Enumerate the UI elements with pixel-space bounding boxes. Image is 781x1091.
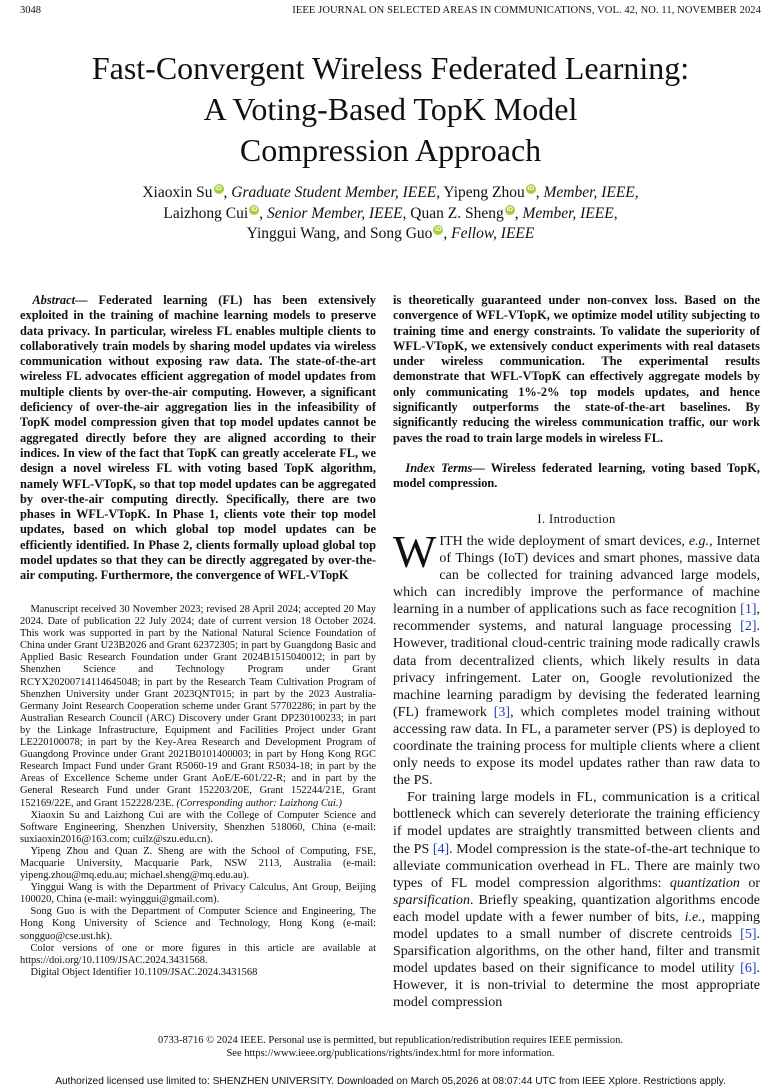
- title-line-2: A Voting-Based TopK Model: [203, 91, 578, 127]
- author-name: Xiaoxin Su: [142, 184, 213, 201]
- copyright-line: 0733-8716 © 2024 IEEE. Personal use is permitted, but republication/redistribution requires IEEE permission.: [158, 1035, 623, 1046]
- abstract-text-right: is theoretically guaranteed under non-convex loss. Based on the convergence of WFL-VTopK, we optimize model utility subjecting to training time and energy constraints. To validate the superiority of WFL-VTopK, we extensively conduct experiments with real datasets under wireless communication. The experimental results demonstrate that WFL-VTopK can effectively aggregate models by only communicating 1%-2% top models updates, and hence significantly outperforms the state-of-the-art baselines. By significantly reducing the wireless communication traffic, our work paves the road to train large models in wireless FL.: [393, 293, 760, 445]
- journal-header: IEEE JOURNAL ON SELECTED AREAS IN COMMUNICATIONS, VOL. 42, NO. 11, NOVEMBER 2024: [292, 5, 761, 16]
- orcid-icon[interactable]: iD: [215, 185, 222, 192]
- footnote-affiliation: Yipeng Zhou and Quan Z. Sheng are with the School of Computing, FSE, Macquarie University, Macquarie Park, NSW 2113, Australia (e-mail: yipeng.zhou@mq.edu.au; michael.sheng@mq.edu.au).: [20, 845, 376, 882]
- footnote-affiliation: Yinggui Wang is with the Department of Privacy Calculus, Ant Group, Beijing 100020, China (e-mail: wyinggui@gmail.com).: [20, 882, 376, 906]
- introduction: [393, 525, 761, 1012]
- citation-link[interactable]: [2]: [740, 619, 757, 635]
- author-role: Graduate Student Member, IEEE: [231, 184, 437, 201]
- footnote-manuscript: Manuscript received 30 November 2023; revised 28 April 2024; accepted 20 May 2024. Date of publication 22 July 2024; date of current version 18 October 2024. This work was supported in part by the National Natural Science Foundation of China under Grant U23B2026 and Grant 62372305; in part by Guangdong Basic and Applied Basic Research Foundation under Grant 2024B1515040012; in part by Shenzhen Science and Technology Program under Grant RCYX20200714114645048; in part by the Research Team Cultivation Program of Shenzhen University under Grant 2023QNT015; in part by the 2023 Australia-Germany Joint Research Cooperation scheme under Grant 57702286; in part by the Australian Research Council (ARC) Discovery under Grant DP230100233; in part by the Linkage Infrastructure, Equipment and Facilities Project under Grant LE220100078; in part by the Key-Area Research and Development Program of Guangdong Province under Grant 2021B0101400003; in part by Hong Kong RGC Research Impact Fund under Grant R5060-19 and Grant R5034-18; in part by the Areas of Excellence Scheme under Grant AoE/E-601/22-R; and in part by the General Research Fund under Grant 152203/20E, Grant 152244/21E, Grant 152169/22E, and Grant 152228/23E. (Corresponding author: Laizhong Cui.): [20, 604, 376, 809]
- intro-paragraph-2: For training large models in FL, communication is a critical bottleneck which can severely deteriorate the training efficiency if model updates are straightly transmitted between clients and the PS [4]. Model compression is the state-of-the-art technique to alleviate communication overhead in FL. There are mainly two types of FL model compression algorithms: quantization or sparsification. Briefly speaking, quantization algorithms encode each model update with a fewer number of bits, i.e., mapping model updates to a small number of discrete centroids [5]. Sparsification algorithms, on the other hand, filter and transmit model updates based on their significance to model utility [6]. However, it is non-trivial to determine the most appropriate model compression: [393, 790, 760, 1011]
- rights-line: See https://www.ieee.org/publications/rights/index.html for more information.: [226, 1048, 555, 1059]
- orcid-icon[interactable]: iD: [527, 185, 535, 192]
- citation-link[interactable]: [6]: [740, 961, 757, 977]
- orcid-icon[interactable]: iD: [435, 226, 442, 233]
- footnote-color-note: Color versions of one or more figures in this article are available at https://doi.org/10.1109/JSAC.2024.3431568.: [20, 942, 376, 966]
- author-name: Laizhong Cui: [163, 204, 249, 222]
- orcid-icon[interactable]: iD: [250, 205, 258, 213]
- author-line-2: Laizhong Cui iD , Senior Member, IEEE, Quan Z. Sheng iD , Member, IEEE,: [163, 204, 618, 222]
- author-list: [0, 183, 781, 245]
- title-line-1: Fast-Convergent Wireless Federated Learning:: [91, 50, 690, 86]
- index-terms-text: Wireless federated learning, voting based TopK, model compression.: [393, 460, 760, 491]
- abstract: Abstract— Federated learning (FL) has been extensively exploited in the training of machine learning models to preserve data privacy. In particular, wireless FL enables multiple clients to collaboratively train models by sharing model updates via wireless communication without exposing raw data. The state-of-the-art wireless FL advocates efficient aggregation of model updates from multiple clients by over-the-air computing. However, a significant deficiency of over-the-air aggregation lies in the infeasibility of TopK model compression given that top model updates cannot be aggregated directly before they are aligned according to their indices. In view of the fact that TopK can greatly accelerate FL, we design a novel wireless FL with voting based TopK algorithm, namely WFL-VTopK, so that top model updates can be aggregated by over-the-air computing directly. Specifically, there are two phases in WFL-VTopK. In Phase 1, clients vote their top model updates, based on which global top model updates can be efficiently identified. In Phase 2, clients formally upload global top model updates so that they can be directly aggregated by over-the-air computing. Furthermore, the convergence of WFL-VTopK: [20, 293, 376, 583]
- index-terms-label: Index Terms: [405, 460, 473, 475]
- footnote-affiliation: Xiaoxin Su and Laizhong Cui are with the College of Computer Science and Software Engineering, Shenzhen University, Shenzhen 518060, China (e-mail: suxiaoxin2016@163.com; cuilz@szu.edu.cn).: [20, 809, 376, 845]
- title-line-3: Compression Approach: [239, 132, 542, 168]
- orcid-icon[interactable]: iD: [506, 205, 513, 213]
- author-line-1: Xiaoxin Su iD , Graduate Student Member, IEEE, Yipeng Zhou iD , Member, IEEE,: [142, 184, 639, 201]
- author-role: Fellow, IEEE: [451, 225, 535, 242]
- abstract-text-left: Federated learning (FL) has been extensively exploited in the training of machine learning models to preserve data privacy. In particular, wireless FL enables multiple clients to collaboratively train models by sharing model updates via wireless communication without exposing raw data. The state-of-the-art wireless FL advocates efficient aggregation of model updates from multiple clients by over-the-air computing. However, a significant deficiency of over-the-air aggregation lies in the infeasibility of TopK model compression given that top model updates cannot be aggregated directly before they are aligned according to their indices. In view of the fact that TopK can greatly accelerate FL, we design a novel wireless FL with voting based TopK algorithm, namely WFL-VTopK, so that top model updates can be aggregated by over-the-air computing directly. Specifically, there are two phases in WFL-VTopK. In Phase 1, clients vote their top model updates, based on which global top model updates can be efficiently identified. In Phase 2, clients formally upload global top model updates so that they can be directly aggregated by over-the-air computing. Furthermore, the convergence of WFL-VTopK: [20, 293, 376, 583]
- author-role: Senior Member, IEEE: [266, 204, 403, 222]
- citation-link[interactable]: [1]: [740, 602, 757, 618]
- paper-title: [0, 48, 781, 171]
- license-notice: Authorized licensed use limited to: SHENZHEN UNIVERSITY. Downloaded on March 05,2026 at 08:07:44 UTC from IEEE Xplore. Restrictions apply.: [55, 1076, 726, 1087]
- author-role: Member, IEEE: [522, 204, 614, 222]
- right-column: [393, 293, 760, 1011]
- left-column: [20, 293, 376, 584]
- section-title: I. Introduction: [537, 511, 616, 526]
- citation-link[interactable]: [4]: [432, 841, 450, 857]
- index-terms: Index Terms— Wireless federated learning, voting based TopK, model compression.: [393, 460, 760, 491]
- author-role: Member, IEEE: [543, 184, 635, 201]
- footnote: [20, 604, 376, 979]
- author-name: Song Guo: [369, 225, 433, 242]
- author-name: Quan Z. Sheng: [410, 204, 504, 222]
- copyright-footer: [0, 1034, 781, 1060]
- drop-cap: W: [393, 525, 437, 577]
- page-number: 3048: [20, 5, 41, 16]
- citation-link[interactable]: [5]: [740, 927, 757, 943]
- footnote-affiliation: Song Guo is with the Department of Computer Science and Engineering, The Hong Kong University of Science and Technology, Hong Kong (e-mail: songguo@cse.ust.hk).: [20, 906, 376, 942]
- abstract-label: Abstract: [32, 293, 76, 307]
- footnote-doi: Digital Object Identifier 10.1109/JSAC.2024.3431568: [30, 966, 258, 978]
- author-name: Yipeng Zhou: [443, 184, 525, 201]
- corresponding-author: (Corresponding author: Laizhong Cui.): [176, 797, 343, 809]
- author-line-3: Yinggui Wang, and Song Guo iD , Fellow, IEEE: [246, 225, 535, 242]
- citation-link[interactable]: [3]: [493, 704, 511, 720]
- author-name: Yinggui Wang: [246, 225, 336, 242]
- intro-paragraph-1: WITH the wide deployment of smart devices, e.g., Internet of Things (IoT) devices and smart phones, massive data can be collected for training advanced large models, which can incredibly improve the performance of machine learning in a number of applications such as face recognition [1], recommender systems, and natural language processing [2]. However, traditional cloud-centric training mode radically crawls data from decentralized clients, which likely results in data privacy infringement. Later on, Google revolutionized the machine learning paradigm by devising the federated learning (FL) framework [3], which completes model training without accessing raw data. In FL, a parameter server (PS) is deployed to coordinate the training process for multiple clients where a client only needs to expose its model updates rather than raw data to the PS.: [393, 525, 761, 789]
